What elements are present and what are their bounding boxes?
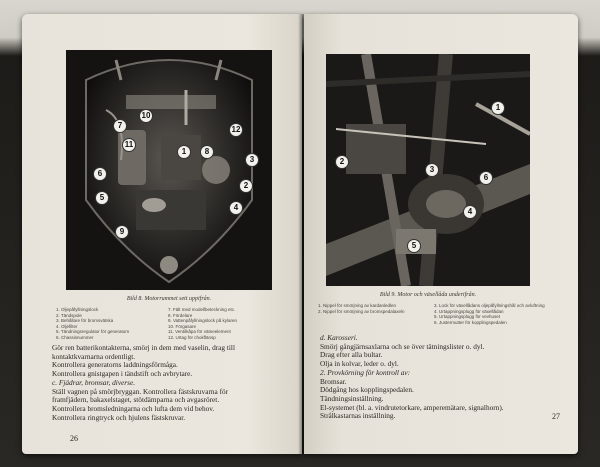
callout-7: 7 [114,120,126,132]
legend-item: 2. Tändspole [56,312,82,318]
legend-item: 1. Nippel för smörjning av kardanledlen [318,303,397,308]
callout-5: 5 [408,240,420,252]
text-line: Drag efter alla bultar. [320,350,383,360]
legend-item: 3. Lock för växellådans oljepåfyllningshål och avluftning [434,303,545,308]
callout-4: 4 [230,202,242,214]
legend-item: 5. Urtappningsplugg för vevhuset [434,314,501,319]
callout-2: 2 [336,156,348,168]
legend-item: 6. Justermutter för kopplingspedalen [434,319,507,325]
legend-item: 5. Tändningsregulator för generatorn [56,329,130,334]
text-line: Kontrollera generatorns laddningsförmåga. [52,360,178,370]
legend-item: 12. Urtag för chokflänsp [168,334,216,340]
legend-item: 1. Oljepåfyllningslock [56,307,99,312]
callout-11: 11 [124,140,134,149]
legend-item: 7. Fält med modellbeteckning etc. [168,307,236,312]
callout-1: 1 [492,102,504,114]
text-line: Smörj gångjärnsaxlarna och se över tätningslister o. dyl. [320,341,485,351]
callout-2: 2 [240,180,252,192]
legend-column [434,303,558,325]
legend-item: 9. Vattenpåfyllningslock på kylaren [168,318,237,323]
text-line: Ställ vagnen på smörjbryggan. Kontrollera fästskruvarna för [52,386,229,396]
open-booklet [22,14,578,454]
text-line: framfjädern, bakaxelstaget, stötdämparna och avgasröret. [52,395,220,405]
legend-item: 3. Behållare för bromsvätska [56,318,114,323]
text-line: Bromsar. [320,376,347,386]
legend-column [168,307,268,340]
text-line: Kontrollera bromsledningarna och lufta dem vid behov. [52,403,215,413]
right-page [304,14,578,454]
legend-item: 4. Oljefilter [56,323,78,329]
callout-4: 4 [464,206,476,218]
callout-6: 6 [480,172,492,184]
callout-10: 10 [141,111,151,120]
section-heading: c. Fjädrar, bromsar, diverse. [52,377,136,387]
figure-legend [56,307,276,341]
callout-3: 3 [426,164,438,176]
text-line: kontaktkvarnarna ordentligt. [52,351,136,361]
section-heading: d. Karosseri. [320,333,358,342]
page-number: 27 [552,412,560,421]
callout-9: 9 [116,226,128,238]
legend-item: 6. Chassisnummer [56,334,94,340]
text-line: Dödgång hos kopplingspedalen. [320,385,414,395]
legend-column [318,303,428,314]
figure-caption: Bild 8. Motorrummet sett uppifrån. [126,296,212,302]
engine-underside-photo [326,54,530,286]
text-line: Kontrollera gnistgapen i tändstift och avbrytare. [52,369,193,379]
legend-item: 2. Nippel för smörjning av bromspedalaxeln [318,308,405,314]
callout-8: 8 [201,146,213,158]
text-line: Tändningsinställning. [320,393,384,403]
figure-caption: Bild 9. Motor och växellåda underifrån. [379,292,477,298]
body-text [52,344,298,422]
legend-item: 8. Fördelare [168,312,193,318]
callout-1: 1 [178,146,190,158]
text-line: Strålkastarnas inställning. [320,411,396,421]
text-line: Gör ren batterikontakterna, smörj in dem med vaselin, drag till [52,343,235,352]
callout-5: 5 [96,192,108,204]
left-page [22,14,302,454]
text-line: El-systemet (bl. a. vindrutetorkare, amperemätare, signalhorn). [320,402,504,412]
legend-column [56,307,156,340]
legend-item: 11. Ventilkåpa för vätneelement [168,329,231,334]
callout-3: 3 [246,154,258,166]
body-text [320,334,574,421]
legend-item: 10. Förgasare [168,323,197,329]
section-heading: 2. Provkörning för kontroll av: [320,367,411,377]
callout-12: 12 [231,125,241,134]
text-line: Kontrollera ringtryck och hjulens fästskruvar. [52,412,186,422]
legend-item: 4. Urtappningsplugg för växellådan [434,308,504,314]
text-line: Olja in kolvar, leder o. dyl. [320,359,399,369]
page-number: 26 [70,434,78,443]
callout-6: 6 [94,168,106,180]
figure-legend [318,303,558,329]
engine-bay-photo [66,50,272,290]
